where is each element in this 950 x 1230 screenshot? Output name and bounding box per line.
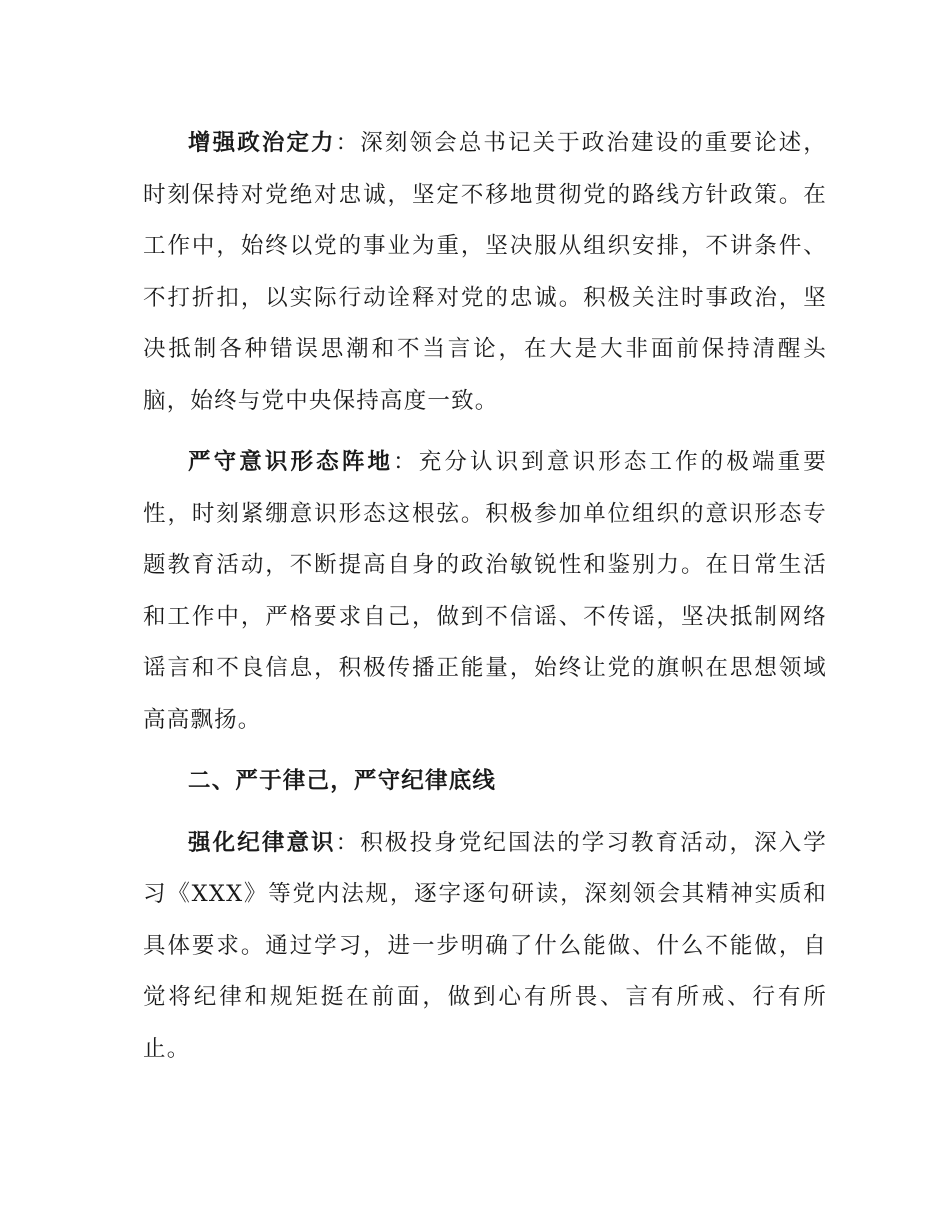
- paragraph-political-stance: [143, 118, 827, 427]
- lead-separator: ：: [393, 449, 419, 475]
- document-body: [143, 118, 827, 1075]
- section-heading: 二、严于律己，严守纪律底线: [188, 768, 497, 794]
- paragraph-ideology: [143, 437, 827, 746]
- lead-separator: ：: [335, 130, 361, 156]
- lead-separator: ：: [335, 829, 361, 856]
- paragraph-lead-title: 强化纪律意识: [188, 829, 336, 856]
- paragraph-lead-title: 严守意识形态阵地: [188, 449, 394, 475]
- paragraph-lead-title: 增强政治定力: [188, 130, 336, 156]
- paragraph-text: 积极投身党纪国法的学习教育活动，深入学习《XXX》等党内法规，逐字逐句研读，深刻领会其精神实质和具体要求。通过学习，进一步明确了什么能做、什么不能做，自觉将纪律和规矩挺在前面，做到心有所畏、言有所戒、行有所止。: [143, 829, 828, 1062]
- paragraph-discipline: [143, 818, 827, 1076]
- paragraph-text: 充分认识到意识形态工作的极端重要性，时刻紧绷意识形态这根弦。积极参加单位组织的意识形态专题教育活动，不断提高自身的政治敏锐性和鉴别力。在日常生活和工作中，严格要求自己，做到不信谣、不传谣，坚决抵制网络谣言和不良信息，积极传播正能量，始终让党的旗帜在思想领域高高飘扬。: [143, 449, 828, 733]
- paragraph-text: 深刻领会总书记关于政治建设的重要论述，时刻保持对党绝对忠诚，坚定不移地贯彻党的路线方针政策。在工作中，始终以党的事业为重，坚决服从组织安排，不讲条件、不打折扣，以实际行动诠释对党的忠诚。积极关注时事政治，坚决抵制各种错误思潮和不当言论，在大是大非面前保持清醒头脑，始终与党中央保持高度一致。: [143, 130, 828, 414]
